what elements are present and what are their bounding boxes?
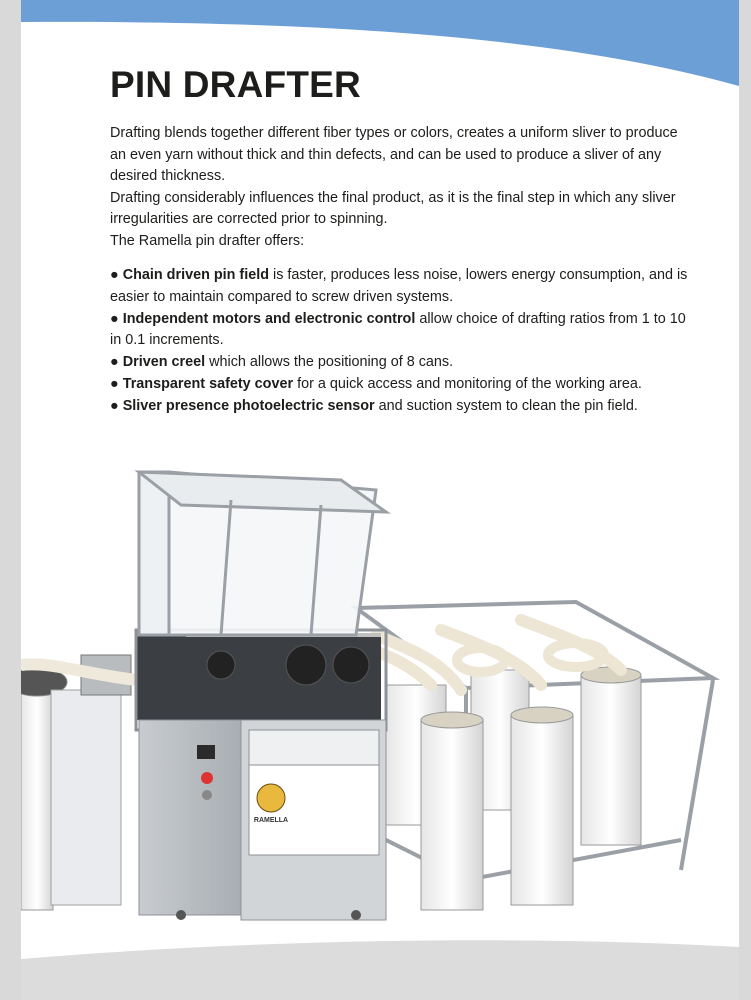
- page-title: PIN DRAFTER: [110, 64, 361, 105]
- brochure-page: [21, 0, 739, 1000]
- pin-drafter-machine-photo: [21, 460, 739, 930]
- feature-item: ● Driven creel which allows the positioning of 8 cans.: [110, 354, 454, 371]
- feature-item: ● Sliver presence photoelectric sensor and suction system to clean the pin field.: [110, 397, 638, 414]
- machine-logo-text: RAMELLA: [253, 817, 289, 824]
- bottom-gray-wave: [21, 935, 739, 1000]
- safety-cover: [139, 472, 386, 635]
- intro-paragraph-3: The Ramella pin drafter offers:: [110, 232, 305, 249]
- intro-text: [110, 123, 695, 253]
- intro-paragraph-2: Drafting considerably influences the final product, as it is the final step in which any sliver irregularities are corrected prior to spinning.: [110, 189, 676, 228]
- drafter-body: [136, 630, 386, 920]
- intro-paragraph-1: Drafting blends together different fiber types or colors, creates a uniform sliver to produce an even yarn without thick and thin defects, and can be used to produce a sliver of any desired thickness.: [110, 125, 678, 185]
- sliver-cans: [386, 667, 641, 910]
- left-frame: [51, 690, 121, 905]
- feature-item: ● Independent motors and electronic control allow choice of drafting ratios from 1 to 10 in 0.1 increments.: [110, 310, 686, 349]
- feature-item: ● Transparent safety cover for a quick access and monitoring of the working area.: [110, 375, 642, 392]
- feature-item: ● Chain driven pin field is faster, produces less noise, lowers energy consumption, and is easier to maintain compared to screw driven systems.: [110, 267, 688, 305]
- feature-list: [110, 265, 695, 418]
